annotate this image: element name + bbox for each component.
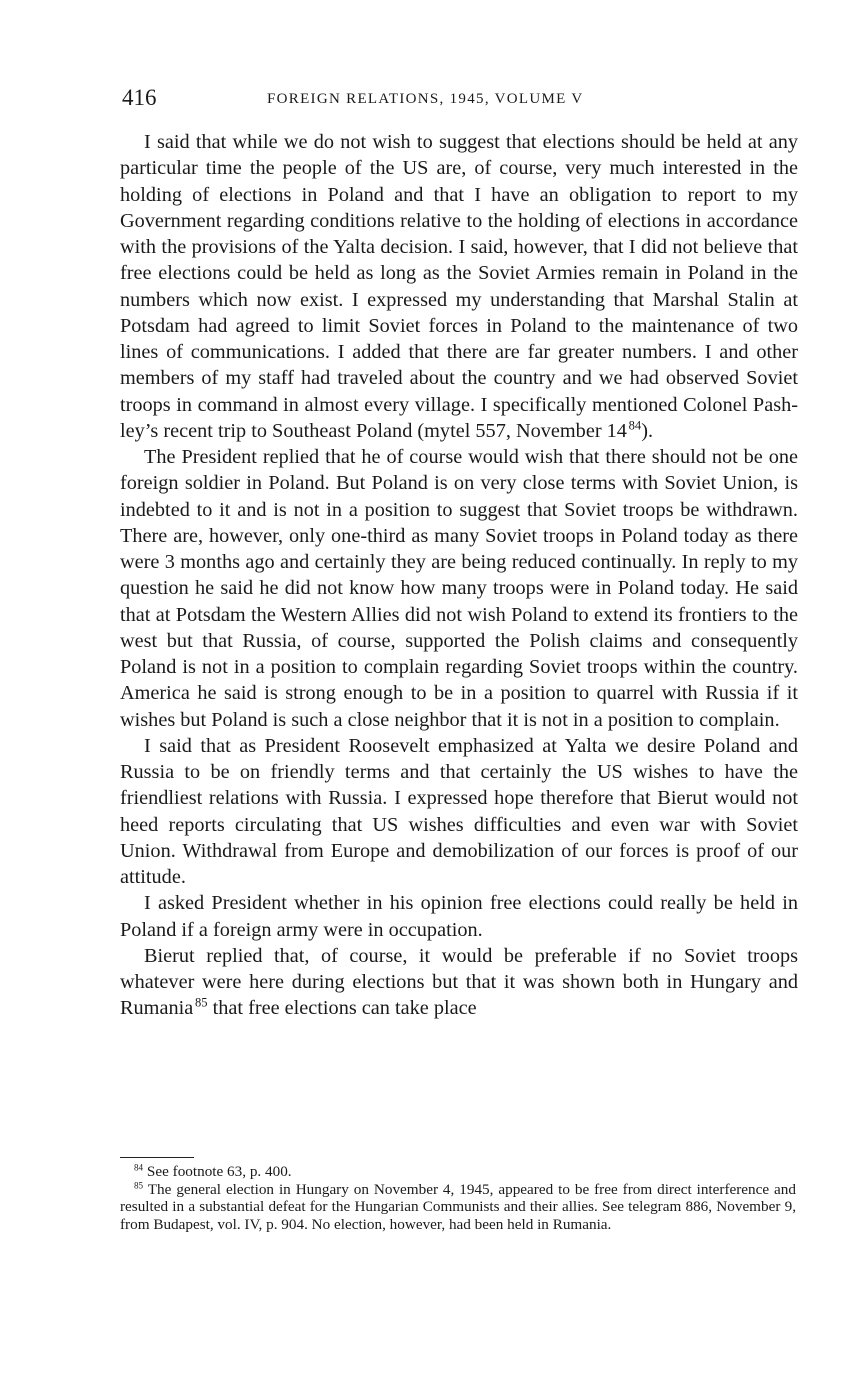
footnote-ref-85: 85: [194, 995, 208, 1010]
footnote-text: The general election in Hungary on November 4, 1945, appeared to be free from direct interference and resulted in a substantial defeat for the Hungarian Communists and their allies. See telegram 886, November 9, from Budapest, vol. IV, p. 904. No election, however, had been held in Rumania.: [120, 1180, 796, 1233]
paragraph-text-end: ).: [641, 419, 654, 442]
paragraph-text: Bierut replied that, of course, it would be preferable if no Soviet troops whatever were here during elections but that it was shown both in Hungary and Rumania: [120, 944, 798, 1020]
paragraph-roosevelt-yalta: I said that as President Roosevelt emphasized at Yalta we desire Poland and Russia to be on friendly terms and that certainly the US wishes to have the friendliest relations with Russia. I expressed hope therefore that Bierut would not heed reports circulating that US wishes difficulties and even war with Soviet Union. Withdrawal from Europe and demobilization of our forces is proof of our attitude.: [120, 734, 798, 888]
paragraph-elections-report: [120, 129, 798, 444]
footnote-84: [120, 1163, 796, 1181]
body-text: [120, 129, 798, 1022]
page-header: [122, 84, 798, 112]
paragraph-president-reply: The President replied that he of course would wish that there should not be one foreign soldier in Poland. But Poland is on very close terms with Soviet Union, is indebted to it and is not in a position to suggest that Soviet troops be withdrawn. There are, however, only one-third as many Soviet troops in Poland today as there were 3 months ago and certainly they are being reduced continually. In reply to my question he said he did not know how many troops were in Poland today. He said that at Potsdam the Western Allies did not wish Poland to extend its frontiers to the west but that Russia, of course, supported the Polish claims and consequently Poland is not in a position to complain regarding Soviet troops within the country. America he said is strong enough to be in a position to quarrel with Russia if it wishes but Poland is such a close neighbor that it is not in a position to complain.: [120, 446, 798, 731]
paragraph-question-free-elections: I asked President whether in his opinion free elections could really be held in Poland if a foreign army were in occupation.: [120, 892, 798, 941]
paragraph-text-end: that free elections can take place: [207, 997, 477, 1020]
paragraph-bierut-reply: [120, 943, 798, 1022]
footnotes: [120, 1163, 796, 1233]
footnote-marker: 85: [134, 1180, 144, 1191]
footnote-85: [120, 1181, 796, 1234]
footnote-marker: 84: [134, 1162, 144, 1173]
footnote-ref-84: 84: [628, 418, 642, 433]
footnote-divider: [120, 1157, 194, 1158]
running-head: FOREIGN RELATIONS, 1945, VOLUME V: [267, 91, 584, 107]
footnote-text: See footnote 63, p. 400.: [143, 1163, 292, 1180]
paragraph-text: I said that while we do not wish to suggest that elections should be held at any particular time the people of the US are, of course, very much interested in the holding of elections in Poland and that I have an obligation to report to my Government regarding conditions relative to the holding of elections in accordance with the provisions of the Yalta decision. I said, however, that I did not believe that free elections could be held as long as the Soviet Armies remain in Poland in the numbers which now exist. I expressed my understanding that Marshal Stalin at Potsdam had agreed to limit Soviet forces in Poland to the maintenance of two lines of communications. I added that there are far greater numbers. I and other members of my staff had traveled about the country and we had observed Soviet troops in command in almost every village. I specifically mentioned Colonel Pashley’s recent trip to Southeast Poland (mytel 557, November 14: [120, 131, 798, 442]
page-number: 416: [122, 85, 157, 110]
